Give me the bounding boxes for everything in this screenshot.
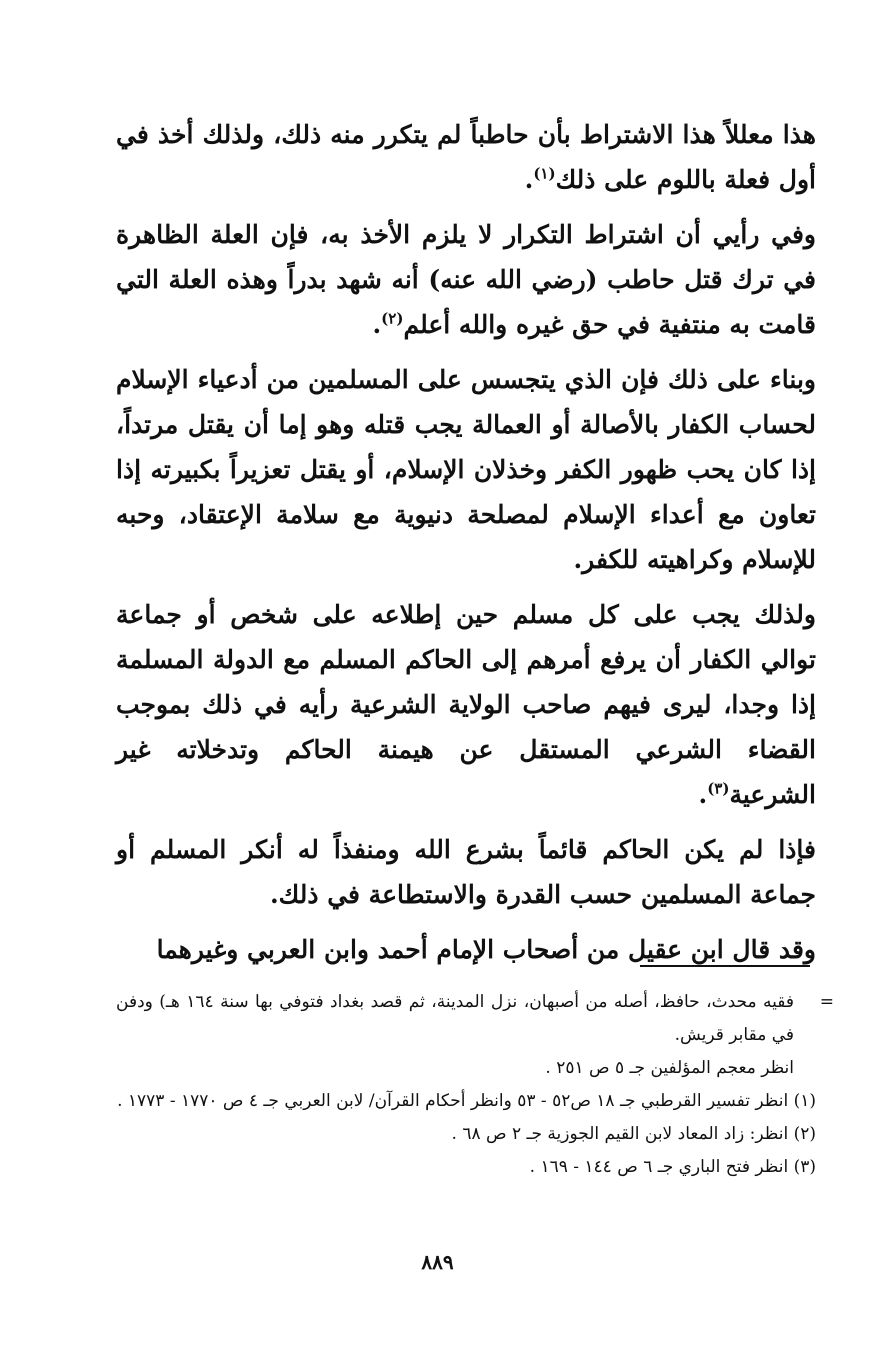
footnote-number: (٢) bbox=[793, 1124, 816, 1144]
footnote-number: (٣) bbox=[793, 1157, 816, 1177]
paragraph-4 bbox=[116, 592, 816, 817]
paragraph-text: وبناء على ذلك فإن الذي يتجسس على المسلمين من أدعياء الإسلام لحساب الكفار بالأصالة أو العمالة يجب قتله وهو إما أن يقتل مرتداً، إذا كان يحب ظهور الكفر وخذلان الإسلام، أو يقتل تعزيراً بكبيرته إذا تعاون مع أعداء الإسلام لمصلحة دنيوية مع سلامة الإعتقاد، وحبه للإسلام وكراهيته للكفر. bbox=[116, 365, 816, 574]
paragraph-5 bbox=[116, 827, 816, 917]
continuation-mark: = bbox=[819, 992, 834, 1012]
paragraph-end: . bbox=[524, 165, 534, 194]
footnote-continuation-source bbox=[116, 1052, 816, 1085]
footnote-3 bbox=[116, 1151, 816, 1184]
footnote-text: انظر معجم المؤلفين جـ ٥ ص ٢٥١ . bbox=[545, 1058, 794, 1078]
footnote-ref-1[interactable]: (١) bbox=[533, 164, 556, 183]
page-number: ٨٨٩ bbox=[421, 1250, 454, 1274]
paragraph-2 bbox=[116, 212, 816, 347]
main-text bbox=[116, 112, 816, 982]
paragraph-end: . bbox=[698, 780, 708, 809]
footnote-text: انظر: زاد المعاد لابن القيم الجوزية جـ ٢ ص ٦٨ . bbox=[451, 1124, 789, 1144]
paragraph-end: . bbox=[372, 310, 382, 339]
footnote-text: انظر فتح الباري جـ ٦ ص ١٤٤ - ١٦٩ . bbox=[529, 1157, 789, 1177]
paragraph-3 bbox=[116, 357, 816, 582]
paragraph-text: ولذلك يجب على كل مسلم حين إطلاعه على شخص أو جماعة توالي الكفار أن يرفع أمرهم إلى الحاكم المسلم مع الدولة المسلمة إذا وجدا، ليرى فيهم صاحب الولاية الشرعية رأيه في ذلك بموجب القضاء الشرعي المستقل عن هيمنة الحاكم وتدخلاته غير الشرعية bbox=[116, 600, 816, 809]
paragraph-text: فإذا لم يكن الحاكم قائماً بشرع الله ومنفذاً له أنكر المسلم أو جماعة المسلمين حسب القدرة والاستطاعة في ذلك. bbox=[116, 835, 816, 909]
footnote-2 bbox=[116, 1118, 816, 1151]
paragraph-1 bbox=[116, 112, 816, 202]
footnote-number: (١) bbox=[793, 1091, 816, 1111]
paragraph-text: وقد قال ابن عقيل من أصحاب الإمام أحمد وابن العربي وغيرهما bbox=[156, 935, 816, 964]
paragraph-text: وفي رأيي أن اشتراط التكرار لا يلزم الأخذ به، فإن العلة الظاهرة في ترك قتل حاطب (رضي الله عنه) أنه شهد بدراً وهذه العلة التي قامت به منتفية في حق غيره والله أعلم bbox=[116, 220, 816, 339]
footnote-ref-2[interactable]: (٢) bbox=[381, 309, 404, 328]
footnote-ref-3[interactable]: (٣) bbox=[707, 779, 730, 798]
footnote-text: فقيه محدث، حافظ، أصله من أصبهان، نزل المدينة، ثم قصد بغداد فتوفي بها سنة ١٦٤ هـ) ودفن في مقابر قريش. bbox=[116, 992, 794, 1045]
paragraph-text: هذا معللاً هذا الاشتراط بأن حاطباً لم يتكرر منه ذلك، ولذلك أخذ في أول فعلة باللوم على ذلك bbox=[116, 120, 816, 194]
footnote-separator bbox=[640, 965, 810, 967]
footnote-continuation bbox=[116, 986, 834, 1052]
footnote-1 bbox=[116, 1085, 816, 1118]
footnotes bbox=[116, 986, 834, 1184]
footnote-text: انظر تفسير القرطبي جـ ١٨ ص٥٢ - ٥٣ وانظر أحكام القرآن/ لابن العربي جـ ٤ ص ١٧٧٠ - ١٧٧٣ . bbox=[117, 1091, 789, 1111]
